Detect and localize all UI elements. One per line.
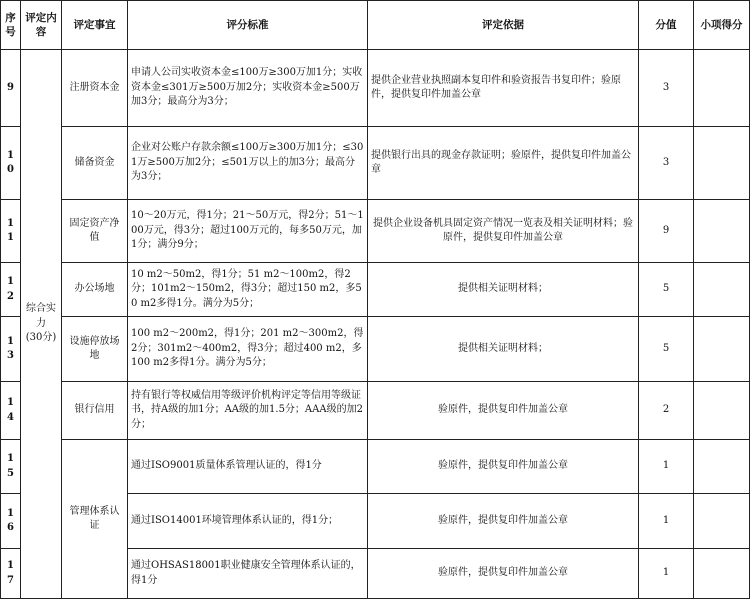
row-no: 15 [1,440,21,494]
row-standard: 通过OHSAS18001职业健康安全管理体系认证的，得1分 [128,549,368,599]
row-item: 固定资产净值 [62,200,128,263]
row-no: 12 [1,263,21,317]
row-score: 5 [639,317,694,382]
group-points: (30分) [25,332,57,344]
row-no: 11 [1,200,21,263]
header-item: 评定事宜 [62,1,128,50]
row-item: 办公场地 [62,263,128,317]
table-row [1,127,750,200]
table-row [1,200,750,263]
header-standard: 评分标准 [128,1,368,50]
row-no: 14 [1,382,21,440]
row-basis: 验原件，提供复印件加盖公章 [368,494,639,549]
row-no: 10 [1,127,21,200]
row-standard: 持有银行等权威信用等级评价机构评定等信用等级证书，持A级的加1分；AA级的加1.5分；AAA级的加2分； [128,382,368,440]
row-basis: 验原件，提供复印件加盖公章 [368,549,639,599]
table-row [1,317,750,382]
row-basis: 提供相关证明材料； [368,263,639,317]
row-basis: 提供银行出具的现金存款证明；验原件，提供复印件加盖公章 [368,127,639,200]
row-score: 3 [639,50,694,127]
row-standard: 申请人公司实收资本金≤100万≥300万加1分；实收资本金≤301万≥500万加2分；实收资本金≥500万加3分；最高分为3分； [128,50,368,127]
group-label: 综合实力 [26,303,56,329]
row-score: 9 [639,200,694,263]
row-standard: 通过ISO14001环境管理体系认证的，得1分； [128,494,368,549]
row-basis: 验原件，提供复印件加盖公章 [368,382,639,440]
row-no: 13 [1,317,21,382]
header-basis: 评定依据 [368,1,639,50]
header-no: 序号 [1,1,21,50]
row-subtotal[interactable] [694,50,750,127]
row-basis: 提供企业设备机具固定资产情况一览表及相关证明材料；验原件，提供复印件加盖公章 [368,200,639,263]
row-score: 1 [639,440,694,494]
row-score: 5 [639,263,694,317]
row-basis: 提供相关证明材料； [368,317,639,382]
row-basis: 验原件，提供复印件加盖公章 [368,440,639,494]
row-item: 银行信用 [62,382,128,440]
table-row [1,440,750,494]
row-no: 9 [1,50,21,127]
row-standard: 企业对公账户存款余额≤100万≥300万加1分；≤301万≥500万加2分；≤501万以上的加3分；最高分为3分； [128,127,368,200]
header-score: 分值 [639,1,694,50]
row-basis: 提供企业营业执照副本复印件和验资报告书复印件；验原件，提供复印件加盖公章 [368,50,639,127]
header-row [1,1,750,50]
header-category: 评定内容 [21,1,62,50]
row-item: 储备资金 [62,127,128,200]
row-subtotal[interactable] [694,440,750,494]
row-subtotal[interactable] [694,263,750,317]
row-subtotal[interactable] [694,200,750,263]
table-row [1,263,750,317]
row-subtotal[interactable] [694,382,750,440]
row-item: 设施停放场地 [62,317,128,382]
group-category-cell [21,50,62,599]
row-standard: 通过ISO9001质量体系管理认证的，得1分 [128,440,368,494]
row-subtotal[interactable] [694,494,750,549]
row-standard: 100 m2～200m2，得1分；201 m2～300m2，得2分；301m2～400m2，得3分；超过400 m2，多100 m2多得1分。满分为5分； [128,317,368,382]
row-standard: 10～20万元，得1分；21～50万元，得2分；51～100万元，得3分；超过100万元的，每多50万元，加1分；满分9分； [128,200,368,263]
row-subtotal[interactable] [694,549,750,599]
row-score: 1 [639,549,694,599]
row-no: 17 [1,549,21,599]
row-item-merged: 管理体系认证 [62,440,128,599]
row-score: 2 [639,382,694,440]
row-score: 3 [639,127,694,200]
header-subtotal: 小项得分 [694,1,750,50]
table-row [1,50,750,127]
row-standard: 10 m2～50m2，得1分；51 m2～100m2，得2分；101m2～150m2，得3分；超过150 m2，多50 m2多得1分。满分为5分； [128,263,368,317]
row-no: 16 [1,494,21,549]
row-score: 1 [639,494,694,549]
row-subtotal[interactable] [694,127,750,200]
row-item: 注册资本金 [62,50,128,127]
table-row [1,382,750,440]
row-subtotal[interactable] [694,317,750,382]
